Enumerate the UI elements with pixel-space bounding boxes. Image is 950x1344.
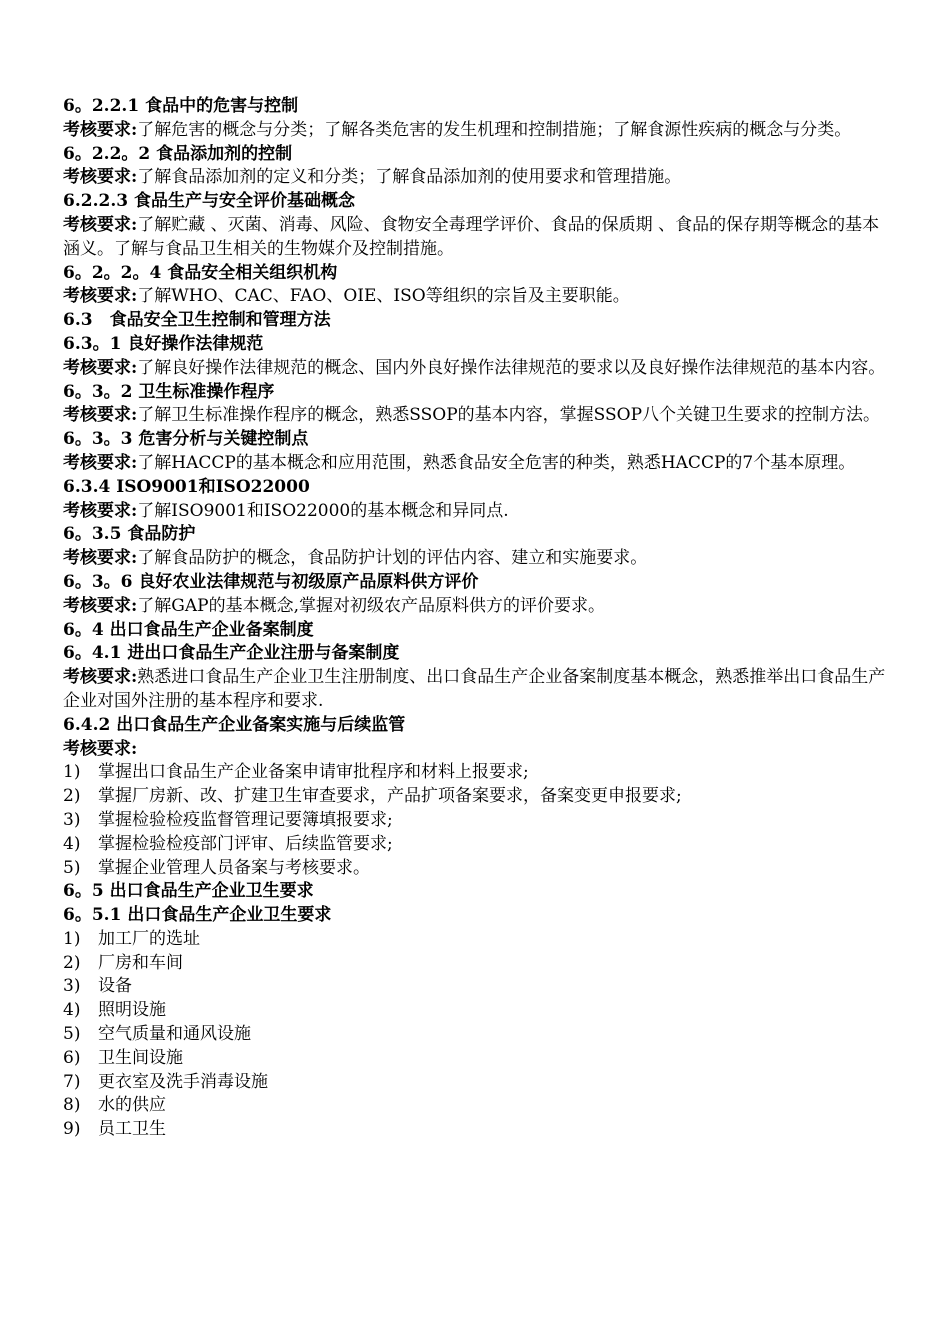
list-text: 掌握检验检疫监督管理记要簿填报要求; [98,809,393,830]
list-item [63,1118,890,1142]
requirement-text: 了解贮藏 、灭菌、消毒、风险、食物安全毒理学评价、食品的保质期 、食品的保存期等概念的基本涵义。了解与食品卫生相关的生物媒介及控制措施。 [63,214,880,259]
list-text: 设备 [98,976,132,997]
requirement-label: 考核要求: [63,214,138,235]
requirement-text: 了解危害的概念与分类；了解各类危害的发生机理和控制措施；了解食源性疾病的概念与分类。 [137,119,852,140]
hygiene-list [63,928,890,1142]
list-item [63,833,890,857]
requirement-text: 了解卫生标准操作程序的概念，熟悉SSOP的基本内容，掌握SSOP八个关键卫生要求的控制方法。 [137,405,881,426]
section-heading: 6。2.2。2 食品添加剂的控制 [63,143,293,164]
requirement-label: 考核要求: [63,500,138,521]
list-item [63,785,890,809]
list-number: 5) [63,857,81,878]
list-number: 3) [63,976,81,997]
list-number: 4) [63,1000,81,1021]
section-heading: 6。3。6 良好农业法律规范与初级原产品原料供方评价 [63,571,479,592]
requirement-text: 了解良好操作法律规范的概念、国内外良好操作法律规范的要求以及良好操作法律规范的基本内容。 [137,357,886,378]
requirement-paragraph [63,214,890,262]
list-item [63,928,890,952]
section-heading: 6。3。3 危害分析与关键控制点 [63,429,309,450]
requirement-text: 了解GAP的基本概念,掌握对初级农产品原料供方的评价要求。 [137,595,605,616]
list-item [63,1023,890,1047]
requirement-text: 了解食品添加剂的定义和分类；了解食品添加剂的使用要求和管理措施。 [137,167,682,188]
list-text: 厂房和车间 [98,952,183,973]
list-text: 空气质量和通风设施 [98,1024,251,1045]
list-number: 9) [63,1119,81,1140]
requirement-paragraph [63,547,890,571]
list-text: 卫生间设施 [98,1047,183,1068]
list-number: 2) [63,952,81,973]
requirement-paragraph [63,666,890,714]
chapter-heading: 6。5 出口食品生产企业卫生要求 [63,881,314,902]
list-number: 7) [63,1071,81,1092]
requirement-label: 考核要求: [63,667,138,688]
requirement-paragraph [63,357,890,381]
list-number: 1) [63,762,81,783]
section-heading: 6。4.1 进出口食品生产企业注册与备案制度 [63,643,400,664]
list-item [63,1047,890,1071]
requirement-paragraph [63,166,890,190]
list-item [63,999,890,1023]
requirement-paragraph [63,452,890,476]
list-item [63,952,890,976]
list-item [63,975,890,999]
requirement-list [63,761,890,880]
list-number: 4) [63,833,81,854]
list-item [63,1071,890,1095]
requirement-text: 了解WHO、CAC、FAO、OIE、ISO等组织的宗旨及主要职能。 [137,286,630,307]
list-text: 员工卫生 [98,1119,166,1140]
section-heading: 6。3。2 卫生标准操作程序 [63,381,275,402]
list-text: 掌握检验检疫部门评审、后续监管要求; [98,833,393,854]
section-heading: 6.2.2.3 食品生产与安全评价基础概念 [63,191,355,212]
requirement-label: 考核要求: [63,167,138,188]
list-number: 3) [63,809,81,830]
list-item [63,857,890,881]
requirement-text: 了解食品防护的概念，食品防护计划的评估内容、建立和实施要求。 [137,548,648,569]
section-heading: 6。5.1 出口食品生产企业卫生要求 [63,905,332,926]
requirement-paragraph [63,119,890,143]
requirement-label: 考核要求: [63,119,138,140]
requirement-label: 考核要求: [63,595,138,616]
requirement-text: 了解HACCP的基本概念和应用范围，熟悉食品安全危害的种类，熟悉HACCP的7个基本原理。 [137,452,856,473]
requirement-label: 考核要求: [63,548,138,569]
section-heading: 6.3。1 良好操作法律规范 [63,333,264,354]
list-number: 1) [63,928,81,949]
list-text: 掌握出口食品生产企业备案申请审批程序和材料上报要求; [98,762,529,783]
list-item [63,809,890,833]
section-heading: 6.4.2 出口食品生产企业备案实施与后续监管 [63,714,406,735]
section-heading: 6。2。2。4 食品安全相关组织机构 [63,262,338,283]
list-text: 加工厂的选址 [98,928,200,949]
list-number: 2) [63,786,81,807]
list-text: 照明设施 [98,1000,166,1021]
list-item [63,1094,890,1118]
section-heading: 6。3.5 食品防护 [63,524,196,545]
requirement-paragraph [63,595,890,619]
requirement-label: 考核要求: [63,357,138,378]
requirement-label: 考核要求: [63,405,138,426]
requirement-paragraph [63,404,890,428]
list-text: 水的供应 [98,1095,166,1116]
requirement-text: 了解ISO9001和ISO22000的基本概念和异同点. [137,500,509,521]
chapter-heading: 6.3 食品安全卫生控制和管理方法 [63,310,331,331]
list-number: 5) [63,1024,81,1045]
list-text: 掌握企业管理人员备案与考核要求。 [98,857,370,878]
requirement-label: 考核要求: [63,738,138,759]
requirement-paragraph [63,500,890,524]
list-item [63,761,890,785]
requirement-text: 熟悉进口食品生产企业卫生注册制度、出口食品生产企业备案制度基本概念，熟悉推举出口食品生产企业对国外注册的基本程序和要求. [63,667,886,711]
section-heading: 6.3.4 ISO9001和ISO22000 [63,476,310,497]
section-heading: 6。2.2.1 食品中的危害与控制 [63,96,299,116]
requirement-label: 考核要求: [63,286,138,307]
requirement-paragraph [63,738,890,762]
list-number: 8) [63,1095,81,1116]
list-text: 掌握厂房新、改、扩建卫生审查要求，产品扩项备案要求，备案变更申报要求; [98,786,682,807]
list-text: 更衣室及洗手消毒设施 [98,1071,268,1092]
requirement-paragraph [63,285,890,309]
chapter-heading: 6。4 出口食品生产企业备案制度 [63,619,314,640]
requirement-label: 考核要求: [63,452,138,473]
list-number: 6) [63,1047,81,1068]
